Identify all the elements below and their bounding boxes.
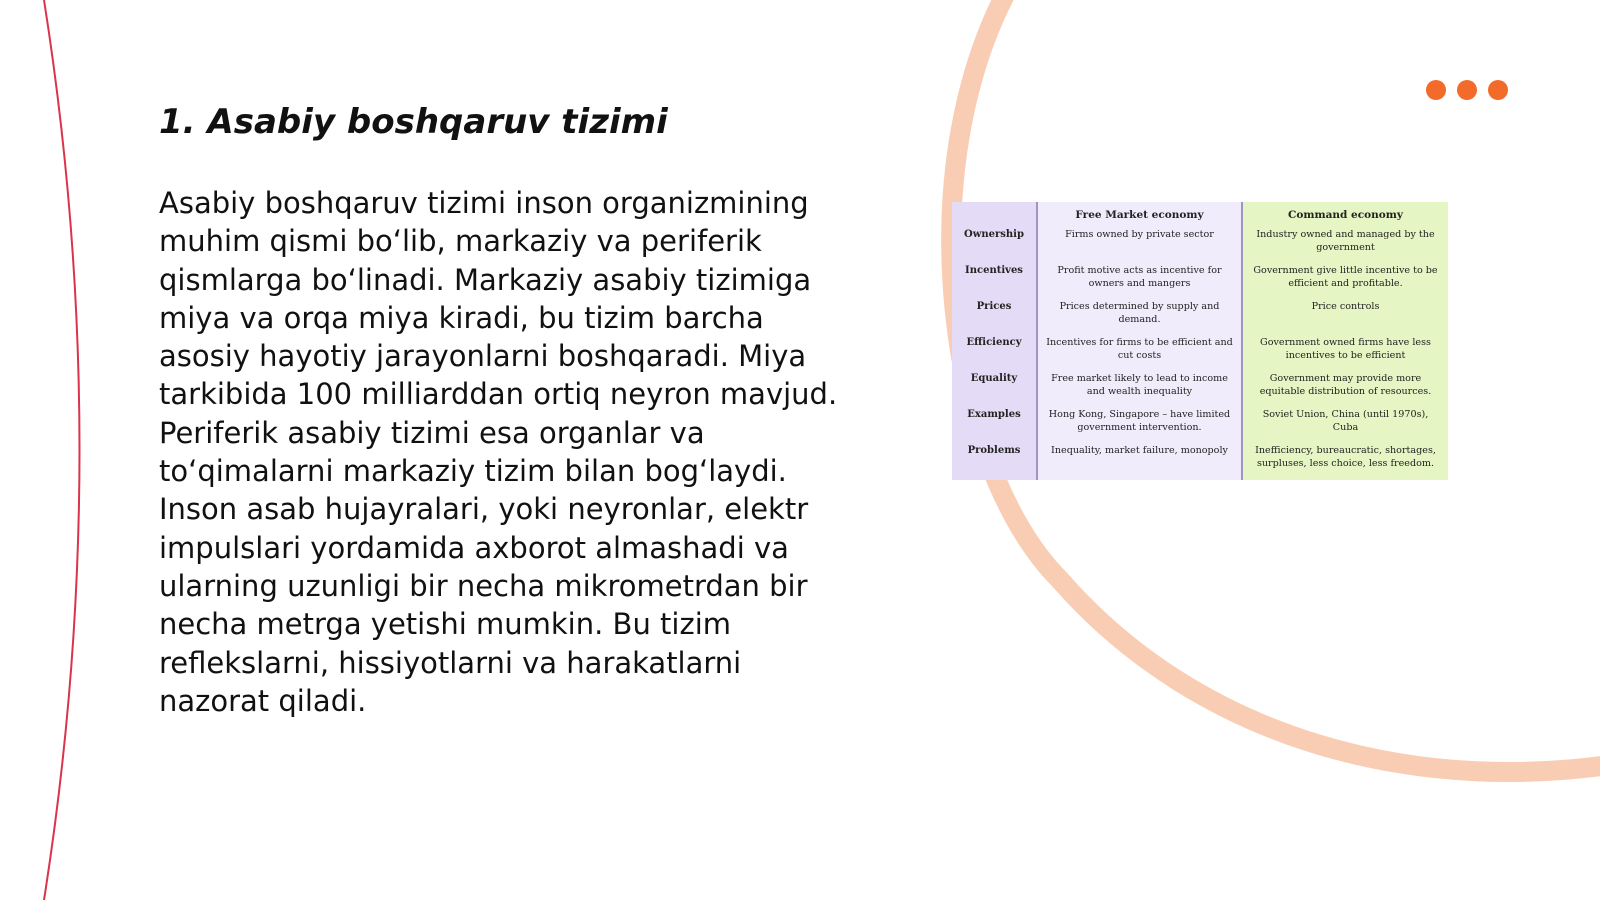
table-header-cell-empty xyxy=(952,202,1037,228)
free-market-cell: Incentives for firms to be efficient and cut costs xyxy=(1037,336,1242,372)
free-market-cell: Prices determined by supply and demand. xyxy=(1037,300,1242,336)
left-curve-line xyxy=(44,0,80,900)
dot-icon xyxy=(1457,80,1477,100)
free-market-cell: Inequality, market failure, monopoly xyxy=(1037,444,1242,480)
slide-body-text: Asabiy boshqaruv tizimi inson organizmining muhim qismi bo‘lib, markaziy va periferik qismlarga bo‘linadi. Markaziy asabiy tizimiga miya va orqa miya kiradi, bu tizim barcha asosiy hayotiy jarayonlarni boshqaradi. Miya tarkibida 100 milliarddan ortiq neyron mavjud. Periferik asabiy tizimi esa organlar va to‘qimalarni markaziy tizim bilan bog‘laydi. Inson asab hujayralari, yoki neyronlar, elektr impulslari yordamida axborot almashadi va ularning uzunligi bir necha mikrometrdan bir necha metrga yetishi mumkin. Bu tizim reflekslarni, hissiyotlarni va harakatlarni nazorat qiladi. xyxy=(159,186,838,718)
dot-icon xyxy=(1426,80,1446,100)
table-row xyxy=(952,444,1448,480)
row-label: Incentives xyxy=(952,264,1037,300)
command-cell: Price controls xyxy=(1242,300,1448,336)
row-label: Prices xyxy=(952,300,1037,336)
free-market-cell: Free market likely to lead to income and wealth inequality xyxy=(1037,372,1242,408)
free-market-cell: Firms owned by private sector xyxy=(1037,228,1242,264)
table-header-row xyxy=(952,202,1448,228)
command-cell: Soviet Union, China (until 1970s), Cuba xyxy=(1242,408,1448,444)
slide-title: 1. Asabiy boshqaruv tizimi xyxy=(159,102,668,142)
row-label: Examples xyxy=(952,408,1037,444)
table-row xyxy=(952,228,1448,264)
row-label: Problems xyxy=(952,444,1037,480)
table-row xyxy=(952,264,1448,300)
command-cell: Industry owned and managed by the government xyxy=(1242,228,1448,264)
command-cell: Government give little incentive to be efficient and profitable. xyxy=(1242,264,1448,300)
table-row xyxy=(952,300,1448,336)
row-label: Efficiency xyxy=(952,336,1037,372)
free-market-cell: Hong Kong, Singapore – have limited government intervention. xyxy=(1037,408,1242,444)
table-header-command: Command economy xyxy=(1242,202,1448,228)
comparison-table xyxy=(952,202,1448,480)
three-dots-icon xyxy=(1426,80,1516,100)
command-cell: Inefficiency, bureaucratic, shortages, surpluses, less choice, less freedom. xyxy=(1242,444,1448,480)
command-cell: Government owned firms have less incentives to be efficient xyxy=(1242,336,1448,372)
free-market-cell: Profit motive acts as incentive for owners and mangers xyxy=(1037,264,1242,300)
comparison-table-image xyxy=(952,202,1448,480)
row-label: Ownership xyxy=(952,228,1037,264)
table-row xyxy=(952,372,1448,408)
table-header-free-market: Free Market economy xyxy=(1037,202,1242,228)
command-cell: Government may provide more equitable distribution of resources. xyxy=(1242,372,1448,408)
table-row xyxy=(952,408,1448,444)
row-label: Equality xyxy=(952,372,1037,408)
dot-icon xyxy=(1488,80,1508,100)
table-row xyxy=(952,336,1448,372)
